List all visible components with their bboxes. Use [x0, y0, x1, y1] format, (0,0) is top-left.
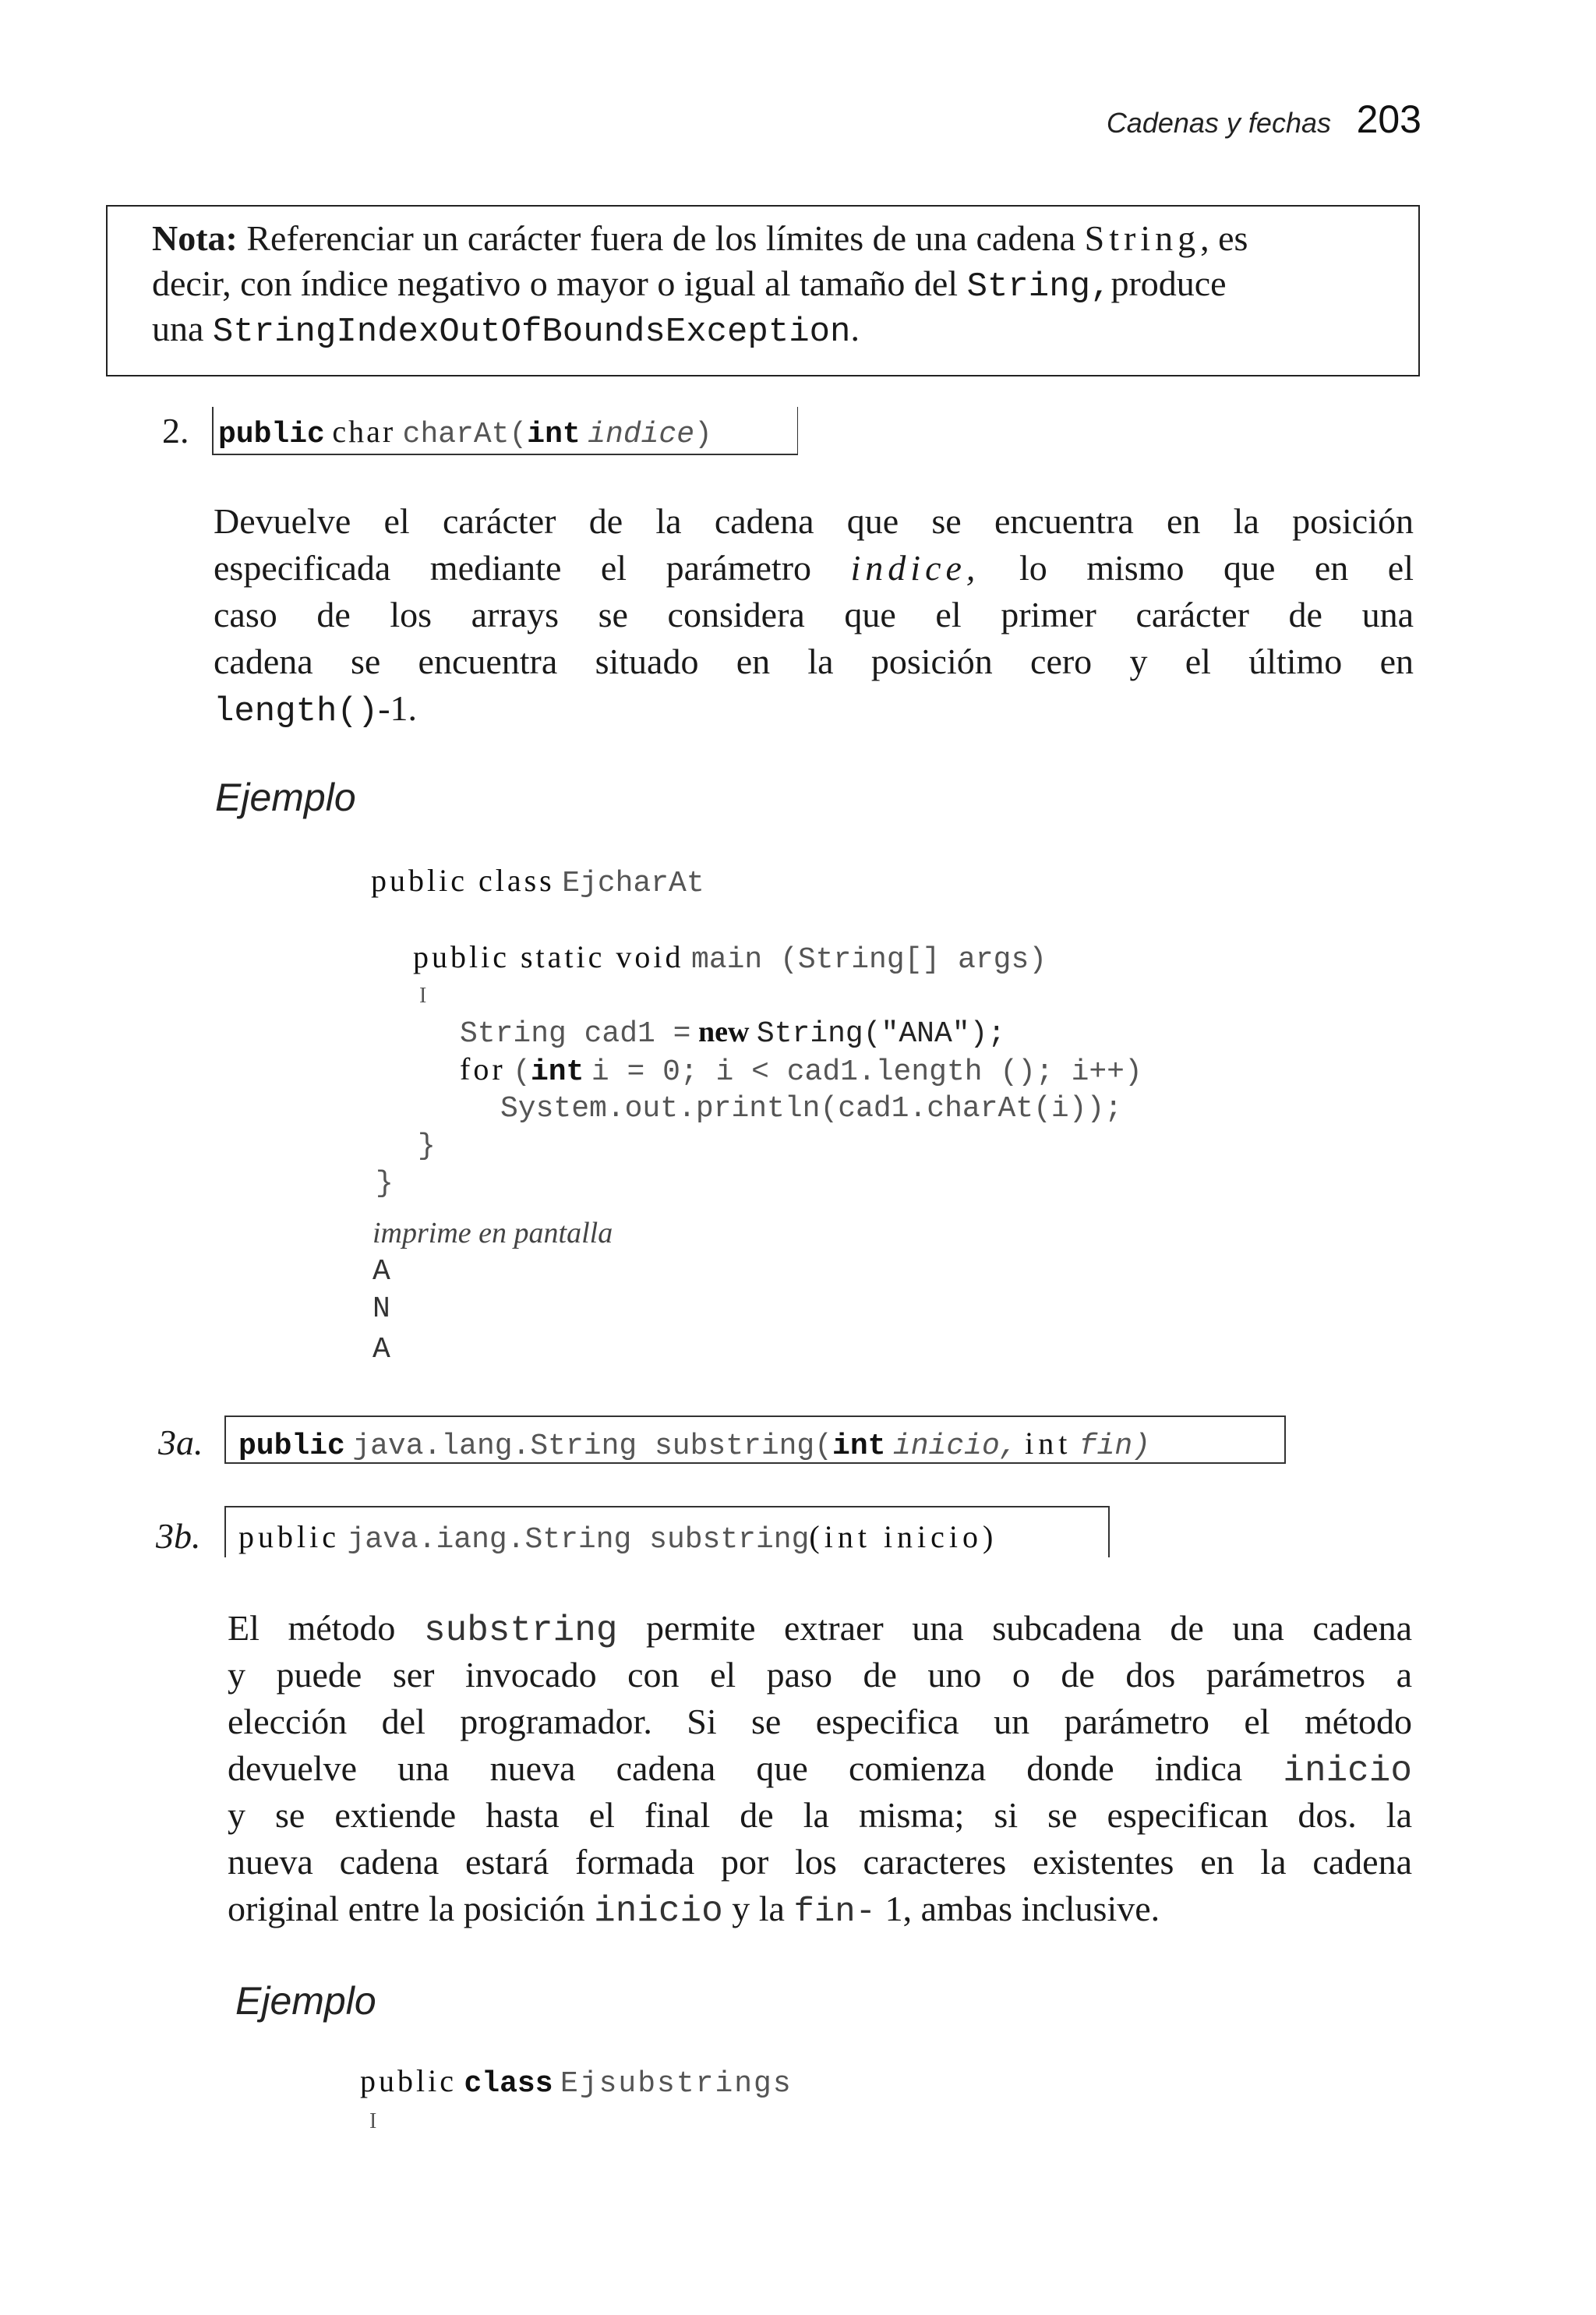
- paragraph-text: devuelve una nueva cadena que comienza donde indica: [228, 1748, 1243, 1788]
- sig-type: int: [1025, 1426, 1072, 1461]
- code-line-print: [500, 1088, 1122, 1128]
- paragraph-text: -1.: [378, 688, 418, 728]
- signature-charat: [218, 413, 712, 451]
- sig-param: (int inicio): [809, 1519, 998, 1554]
- code-line-main: [413, 938, 1047, 979]
- sig-paren: ): [694, 418, 712, 451]
- item-number-3a: 3a.: [158, 1423, 203, 1462]
- paragraph-text: lo mismo que en el: [1019, 548, 1414, 588]
- code-text: System.out.println(cad1.charAt(i));: [500, 1092, 1123, 1126]
- code-inline: length(): [214, 692, 379, 731]
- code-keyword: public static void: [413, 939, 684, 974]
- code-identifier: main (String[] args): [691, 943, 1047, 977]
- code-line-class: [371, 862, 704, 903]
- running-header-title: Cadenas y fechas: [1106, 107, 1331, 139]
- sig-type: int: [832, 1430, 886, 1463]
- code-brace: [376, 1163, 394, 1203]
- code-inline: inicio: [1283, 1751, 1412, 1791]
- sig-param: fin): [1079, 1430, 1151, 1463]
- page-number: 203: [1356, 97, 1421, 141]
- note-text: una: [152, 309, 204, 348]
- paragraph-line: cadena se encuentra situado en la posición cero y el último en: [214, 641, 1414, 681]
- paragraph-line: y se extiende hasta el final de la misma; si se especifican dos. la: [228, 1795, 1412, 1835]
- code-keyword: new: [697, 1016, 750, 1048]
- paragraph-text: 1, ambas inclusive.: [885, 1889, 1160, 1928]
- item-number-2: 2.: [162, 411, 189, 451]
- note-code-string: String,: [966, 267, 1111, 306]
- code-brace: [418, 1126, 436, 1165]
- note-text: , es: [1200, 218, 1248, 258]
- code-text: }: [376, 1167, 394, 1200]
- paragraph-line: nueva cadena estará formada por los caracteres existentes en la cadena: [228, 1842, 1412, 1882]
- code-keyword: public: [360, 2063, 457, 2098]
- sig-param: inicio,: [892, 1430, 1018, 1463]
- signature-box-charat: [212, 407, 798, 455]
- note-text: produce: [1110, 263, 1227, 303]
- sig-paren: (: [509, 418, 528, 451]
- note-line-1: [152, 217, 1248, 259]
- note-text: .: [850, 309, 860, 348]
- paragraph-line: [214, 546, 1414, 591]
- code-text: }: [418, 1129, 436, 1163]
- paragraph-text: El método: [228, 1608, 396, 1648]
- code-line-for: [460, 1051, 1142, 1091]
- output-line: A: [373, 1255, 390, 1288]
- code-text: String("ANA");: [756, 1017, 1006, 1051]
- code-inline: fin-: [793, 1893, 877, 1932]
- code-brace: I: [369, 2109, 377, 2133]
- code-identifier: EjcharAt: [562, 867, 704, 900]
- note-line-3: [152, 308, 860, 352]
- code-text: String cad1 =: [460, 1017, 691, 1051]
- signature-substring-2: [238, 1425, 1150, 1463]
- paragraph-text: y la: [732, 1889, 785, 1928]
- paragraph-line: elección del programador. Si se especifica un parámetro el método: [228, 1702, 1412, 1741]
- code-brace: I: [419, 984, 427, 1008]
- note-code-exception: StringIndexOutOfBoundsException: [212, 313, 851, 352]
- sig-method-name: java.iang.String substring: [347, 1523, 810, 1557]
- code-keyword: public class: [371, 863, 555, 898]
- sig-keyword: public: [238, 1430, 345, 1463]
- output-line: N: [373, 1292, 390, 1326]
- output-label: imprime en pantalla: [373, 1217, 613, 1249]
- output-line: A: [373, 1333, 390, 1366]
- note-code-string: String: [1084, 218, 1201, 258]
- code-keyword: for: [460, 1051, 506, 1087]
- code-keyword: class: [464, 2067, 553, 2101]
- paragraph-line: [228, 1746, 1412, 1791]
- sig-param: indice: [588, 418, 695, 451]
- signature-substring-1: [238, 1518, 998, 1557]
- code-line-class: [360, 2062, 793, 2103]
- signature-box-substring-2: [224, 1416, 1286, 1464]
- param-name: indice,: [850, 548, 980, 588]
- code-text: (: [513, 1055, 531, 1089]
- paragraph-line: [214, 686, 1414, 731]
- code-keyword: int: [530, 1055, 584, 1089]
- item-number-3b: 3b.: [156, 1516, 201, 1556]
- sig-type: char: [332, 414, 396, 449]
- paragraph-line: Devuelve el carácter de la cadena que se encuentra en la posición: [214, 501, 1414, 541]
- code-line-string: [460, 1013, 1005, 1053]
- note-text: decir, con índice negativo o mayor o igual al tamaño del: [152, 263, 959, 303]
- note-label: Nota:: [152, 218, 238, 258]
- code-inline: substring: [423, 1610, 618, 1651]
- code-inline: inicio: [594, 1891, 723, 1932]
- paragraph-line: caso de los arrays se considera que el primer carácter de una: [214, 595, 1414, 634]
- paragraph-text: permite extraer una subcadena de una cadena: [646, 1608, 1413, 1648]
- sig-method-name: charAt: [402, 418, 510, 451]
- code-identifier: Ejsubstrings: [560, 2067, 793, 2101]
- sig-keyword: public: [218, 418, 325, 451]
- note-box: [106, 205, 1420, 376]
- sig-method-name: java.lang.String substring(: [352, 1430, 833, 1463]
- signature-box-substring-1: [224, 1506, 1110, 1557]
- paragraph-line: [228, 1886, 1412, 1932]
- paragraph-line: y puede ser invocado con el paso de uno o de dos parámetros a: [228, 1655, 1412, 1695]
- paragraph-text: original entre la posición: [228, 1889, 585, 1928]
- note-text: Referenciar un carácter fuera de los límites de una cadena: [246, 218, 1076, 258]
- code-text: i = 0; i < cad1.length (); i++): [591, 1055, 1142, 1089]
- example-heading: Ejemplo: [235, 1979, 376, 2023]
- paragraph-text: especificada mediante el parámetro: [214, 548, 812, 588]
- note-line-2: [152, 263, 1227, 306]
- example-heading: Ejemplo: [215, 776, 356, 819]
- paragraph-line: [228, 1606, 1412, 1651]
- sig-keyword: public: [238, 1519, 340, 1554]
- sig-type: int: [527, 418, 581, 451]
